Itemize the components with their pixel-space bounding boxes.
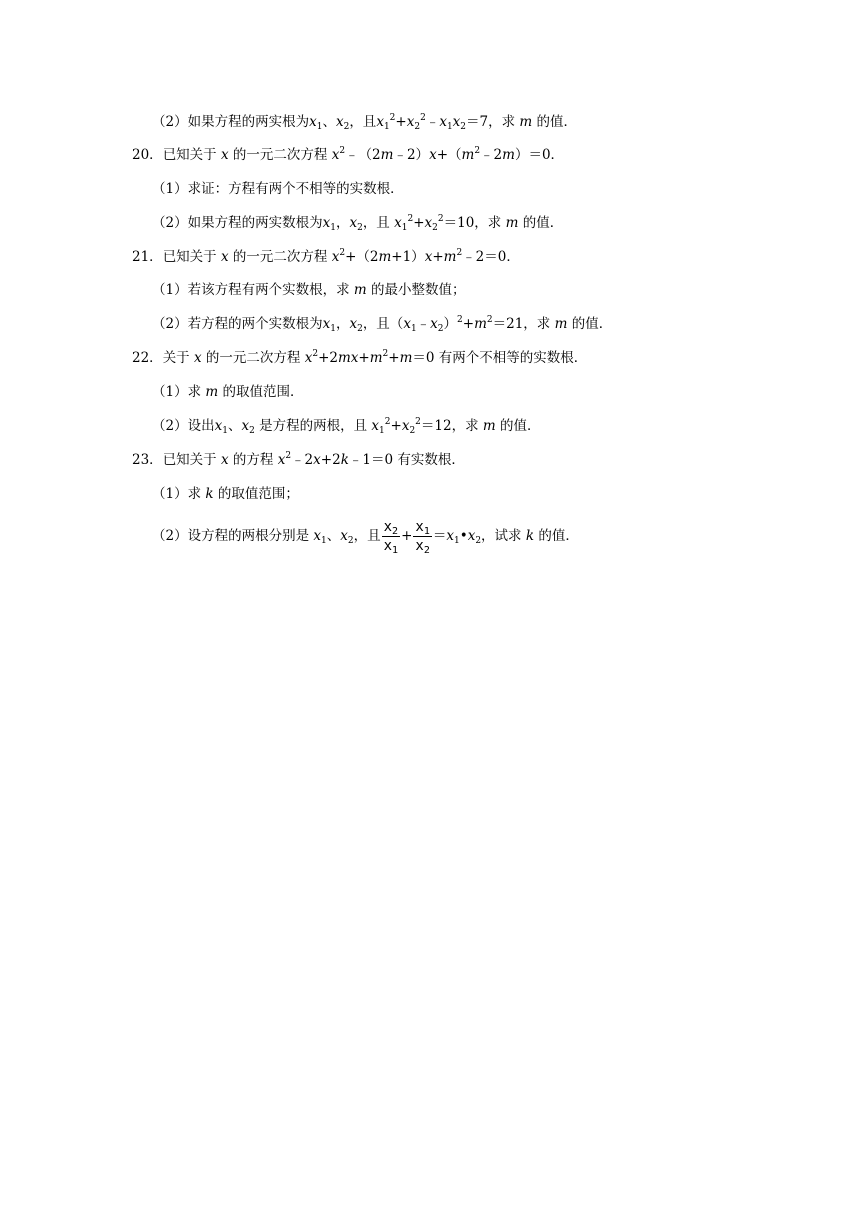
q23-part2: （2）设方程的两根分别是 $x_1$、$x_2$，且 $\frac{x_2}{x_1}$ + $\frac{x_1}{x_2}$ $=x_1•x_2$，试求 k 的值． xyxy=(152,519,579,556)
fraction-x1-over-x2: $\frac{x_1}{x_2}$ xyxy=(415,519,430,556)
q22-part1: （1）求 m 的取值范围． xyxy=(152,384,304,400)
fraction-x2-over-x1: $\frac{x_2}{x_1}$ xyxy=(383,519,399,556)
q23-part1: （1）求 k 的取值范围； xyxy=(152,486,299,502)
q22-part2: （2）设出$x_1$、$x_2$ 是方程的两根，且 $x_1^2+x_2^2=12$，求 m 的值． xyxy=(152,417,541,436)
q21-stem: 21．已知关于 x 的一元二次方程 $x^2+(2m+1)x+m^2﹣2=0$． xyxy=(132,248,520,265)
q20-part2: （2）如果方程的两实数根为$x_1$，$x_2$，且 $x_1^2+x_2^2=10$，求 m 的值． xyxy=(152,214,564,233)
q22-stem: 22．关于 x 的一元二次方程 $x^2+2mx+m^2+m=0$ 有两个不相等的实数根． xyxy=(132,349,588,366)
q20-part1: （1）求证：方程有两个不相等的实数根． xyxy=(152,181,404,197)
q23-stem: 23．已知关于 x 的方程 $x^2﹣2x+2k﹣1=0$ 有实数根． xyxy=(132,451,465,468)
q21-part2: （2）若方程的两个实数根为$x_1$，$x_2$，且$(x_1﹣x_2)^2+m^2=21$，求 m 的值． xyxy=(152,315,613,334)
q19-part2: （2）如果方程的两实根为$x_1$、$x_2$，且$x_1^2+x_2^2﹣x_1x_2=7$，求 m 的值． xyxy=(152,113,578,132)
q20-stem: 20．已知关于 x 的一元二次方程 $x^2﹣(2m﹣2)x+(m^2﹣2m)=0$． xyxy=(132,146,565,163)
q21-part1: （1）若该方程有两个实数根，求 m 的最小整数值； xyxy=(152,282,466,298)
